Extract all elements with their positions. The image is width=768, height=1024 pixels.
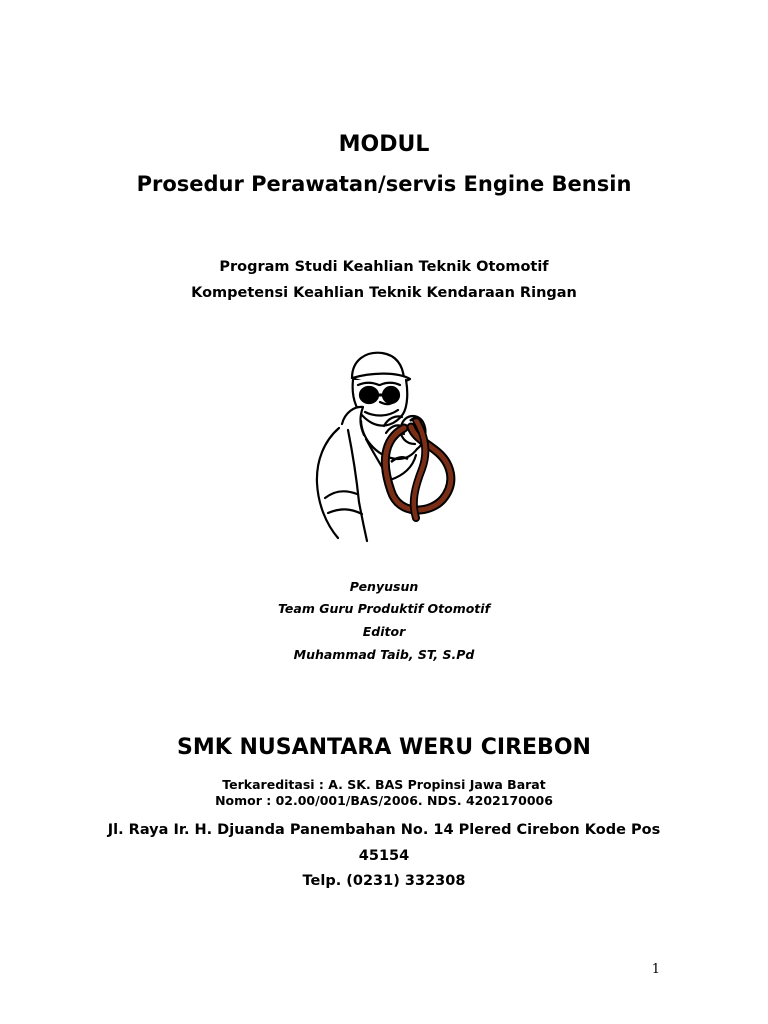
accreditation-number: Nomor : 02.00/001/BAS/2006. NDS. 4202170006 (215, 793, 553, 808)
editor-name: Muhammad Taib, ST, S.Pd (293, 647, 475, 662)
document-subtitle: Prosedur Perawatan/servis Engine Bensin (136, 172, 632, 196)
document-title: MODUL (338, 132, 430, 157)
editor-label: Editor (362, 624, 406, 639)
phone-number: Telp. (0231) 332308 (302, 873, 466, 889)
school-address: Jl. Raya Ir. H. Djuanda Panembahan No. 14 Plered Cirebon Kode Pos (107, 822, 661, 838)
author-name: Team Guru Produktif Otomotif (277, 601, 491, 616)
page-number: 1 (651, 962, 660, 977)
school-name: SMK NUSANTARA WERU CIREBON (177, 735, 591, 760)
competency-program: Kompetensi Keahlian Teknik Kendaraan Ringan (191, 285, 577, 301)
postal-code: 45154 (358, 848, 410, 864)
study-program: Program Studi Keahlian Teknik Otomotif (219, 259, 549, 275)
mechanic-with-hose-illustration (300, 348, 470, 544)
author-label: Penyusun (349, 579, 419, 594)
accreditation-line: Terkareditasi : A. SK. BAS Propinsi Jawa Barat (222, 777, 546, 792)
